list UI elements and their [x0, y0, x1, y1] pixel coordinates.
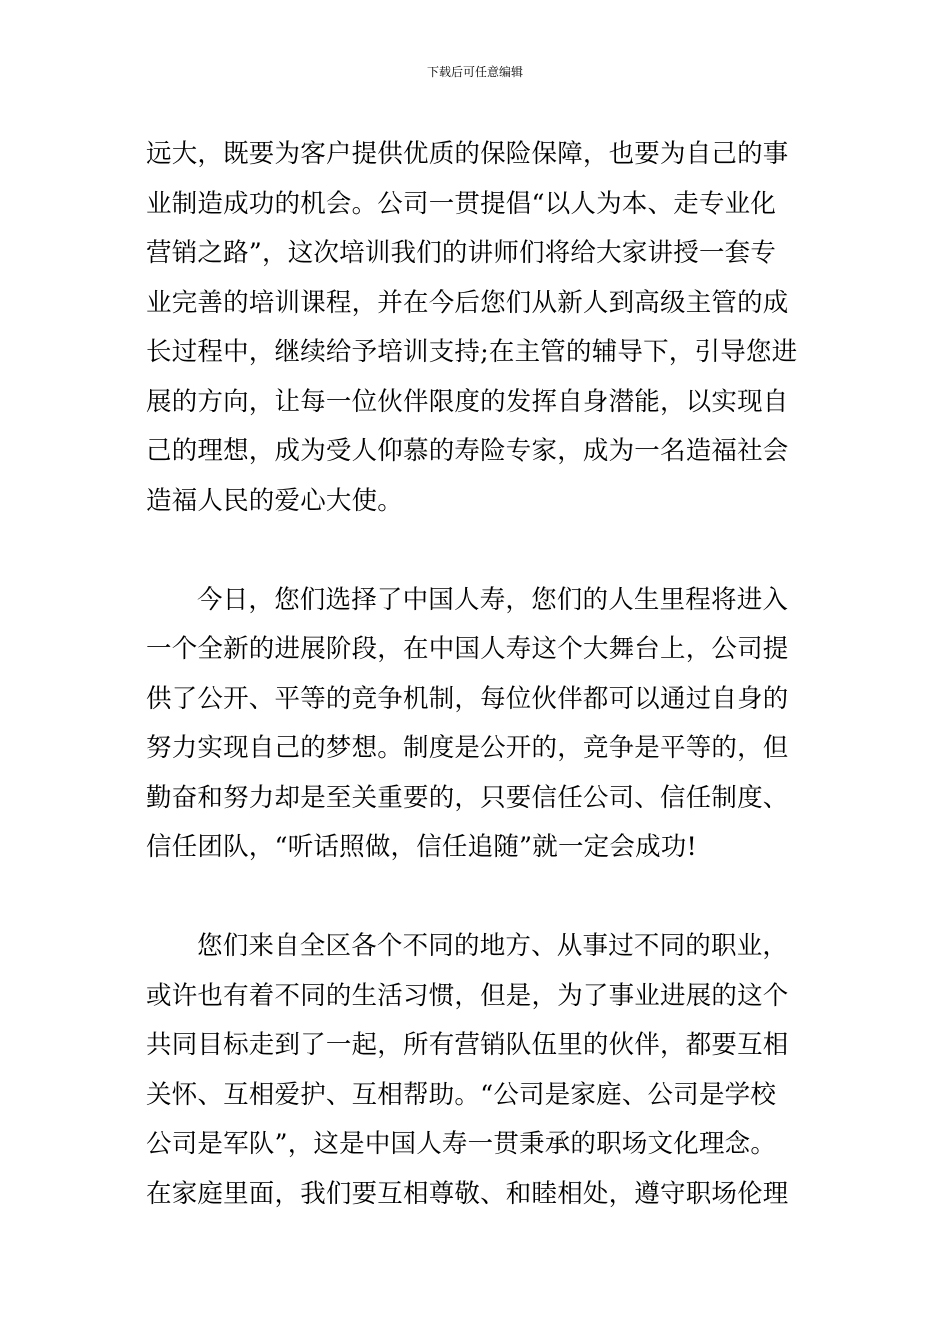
text-line: 您们来自全区各个不同的地方、从事过不同的职业， — [197, 931, 789, 961]
text-line: 造福人民的爱心大使。 — [146, 485, 404, 516]
text-line: 信任团队，“听话照做，信任追随”就一定会成功! — [146, 832, 697, 862]
text-line: 一个全新的进展阶段，在中国人寿这个大舞台上，公司提 — [146, 634, 789, 664]
text-line: 勤奋和努力却是至关重要的，只要信任公司、信任制度、 — [146, 782, 789, 813]
text-line: 业制造成功的机会。公司一贯提倡“以人为本、走专业化 — [146, 188, 777, 219]
text-line: 努力实现自己的梦想。制度是公开的，竞争是平等的，但 — [146, 733, 789, 763]
text-line: 关怀、互相爱护、互相帮助。“公司是家庭、公司是学校 — [146, 1079, 777, 1110]
text-line: 或许也有着不同的生活习惯，但是，为了事业进展的这个 — [146, 980, 789, 1011]
paragraph-2 — [146, 576, 806, 873]
text-line: 展的方向，让每一位伙伴限度的发挥自身潜能，以实现自 — [146, 386, 789, 417]
paragraph-1 — [146, 130, 806, 526]
text-line: 业完善的培训课程，并在今后您们从新人到高级主管的成 — [146, 287, 789, 318]
text-line: 今日，您们选择了中国人寿，您们的人生里程将进入 — [197, 584, 789, 615]
text-line: 供了公开、平等的竞争机制，每位伙伴都可以通过自身的 — [146, 683, 789, 714]
text-line: 公司是军队”，这是中国人寿一贯秉承的职场文化理念。 — [146, 1129, 777, 1159]
text-line: 共同目标走到了一起，所有营销队伍里的伙伴，都要互相 — [146, 1030, 789, 1060]
paragraph-3 — [146, 922, 806, 1219]
text-line: 营销之路”，这次培训我们的讲师们将给大家讲授一套专 — [146, 238, 777, 268]
document-body — [146, 130, 806, 1219]
text-line: 己的理想，成为受人仰慕的寿险专家，成为一名造福社会 — [146, 436, 789, 466]
page-header-note: 下载后可任意编辑 — [426, 65, 523, 79]
text-line: 长过程中，继续给予培训支持;在主管的辅导下，引导您进 — [146, 337, 798, 367]
text-line: 在家庭里面，我们要互相尊敬、和睦相处，遵守职场伦理 — [146, 1178, 789, 1209]
text-line: 远大，既要为客户提供优质的保险保障，也要为自己的事 — [146, 139, 789, 169]
